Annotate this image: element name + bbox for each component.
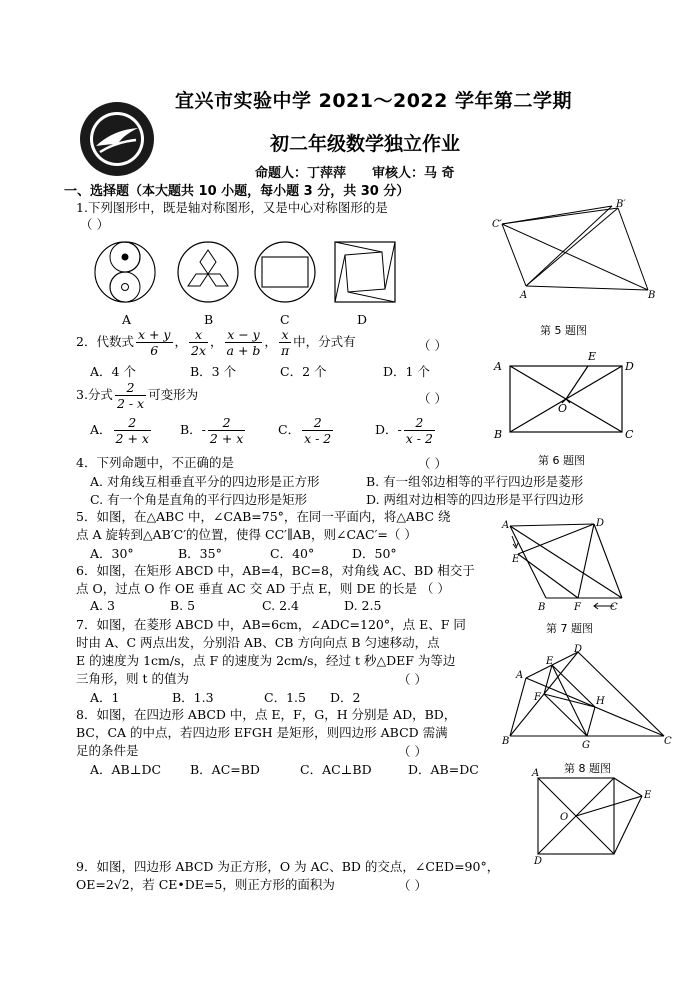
fig5-caption: 第 5 题图: [540, 324, 587, 337]
q7-line3: E 的速度为 1cm/s，点 F 的速度为 2cm/s，经过 t 秒△DEF 为等边: [76, 653, 456, 668]
fig5-label-a: A: [520, 290, 528, 301]
fig6-label-a: A: [494, 360, 502, 373]
q7-option-c: C．1.5: [264, 690, 306, 705]
q1-text: 1.下列图形中，既是轴对称图形，又是中心对称图形的是: [76, 200, 388, 215]
q8-option-a: A．AB⊥DC: [90, 762, 162, 777]
q2-option-d: D．1 个: [383, 364, 430, 379]
q2-frac-4: $\frac{x}{\pi}$: [280, 327, 290, 358]
q7-option-d: D．2: [330, 690, 361, 705]
q1-figure-d: [335, 242, 395, 302]
q1-figures: [90, 240, 420, 310]
q1-label-b: B: [204, 312, 214, 327]
fig8-label-b: B: [502, 736, 510, 747]
fig5-label-b: B: [648, 290, 656, 301]
fig9-label-d: D: [534, 856, 543, 864]
page-subtitle: 初二年级数学独立作业: [270, 133, 461, 155]
q5-option-a: A．30°: [90, 546, 134, 561]
q8-option-b: B．AC=BD: [190, 762, 260, 777]
q3-option-a: A． $\frac{2}{2 + x}$: [90, 415, 149, 446]
q4-text: 4．下列命题中，不正确的是: [76, 455, 234, 470]
fig6-caption: 第 6 题图: [538, 454, 585, 467]
authors-line: [255, 162, 455, 181]
q6-option-d: D. 2.5: [344, 598, 382, 613]
q2-line: 2．代数式 $\frac{x + y}{6}$ ， $\frac{x}{2x}$ ， $\frac{x - y}{a + b}$ ， $\frac{x}{\pi}$ 中，分式有: [76, 327, 356, 358]
fig5-label-c1: C′: [492, 219, 502, 230]
q3-option-b: B．- $\frac{2}{2 + x}$: [180, 415, 244, 446]
fig8-label-e: E: [546, 656, 554, 667]
q1-label-c: C: [280, 312, 290, 327]
q3-line: 3.分式 $\frac{2}{2 - x}$ 可变形为: [76, 380, 199, 411]
q8-line2: BC，CA 的中点，若四边形 EFGH 是矩形，则四边形 ABCD 需满: [76, 725, 448, 740]
q6-option-c: C. 2.4: [262, 598, 299, 613]
q7-line4: 三角形，则 t 的值为: [76, 671, 189, 686]
q4-option-a: A. 对角线互相垂直平分的四边形是正方形: [90, 474, 320, 489]
q8-line3: 足的条件是: [76, 743, 139, 758]
fig7-label-d: D: [596, 518, 605, 529]
q5-option-d: D．50°: [352, 546, 397, 561]
fig6-label-d: D: [625, 360, 634, 373]
q2-paren: （ ）: [418, 338, 447, 353]
q7-line2: 时由 A、C 两点出发，分别沿 AB、CB 方向向点 B 匀速移动，点: [76, 635, 440, 650]
fig8-label-f: F: [534, 692, 541, 703]
school-logo: [78, 100, 156, 178]
q9-paren: （ ）: [398, 878, 427, 893]
q3-option-d: D．- $\frac{2}{x - 2}$: [375, 415, 433, 446]
figure-6: [490, 346, 640, 446]
q6-line2: 点 O，过点 O 作 OE 垂直 AC 交 AD 于点 E，则 DE 的长是 （ ）: [76, 581, 450, 596]
q1-figure-b: [178, 242, 238, 302]
q3-frac: $\frac{2}{2 - x}$: [116, 380, 145, 411]
q2-option-a: A．4 个: [90, 364, 136, 379]
fig6-label-o: O: [558, 402, 568, 415]
q4-option-b: B. 有一组邻边相等的平行四边形是菱形: [366, 474, 584, 489]
reviewer-label: 审核人：马 奇: [372, 166, 455, 181]
school-title: 宜兴市实验中学 2021～2022 学年第二学期: [175, 90, 572, 112]
fig9-label-e: E: [644, 790, 652, 801]
fig8-label-g: G: [582, 740, 590, 751]
q4-option-c: C. 有一个角是直角的平行四边形是矩形: [90, 492, 308, 507]
q5-line2: 点 A 旋转到△AB′C′的位置，使得 CC′∥AB，则∠CAC′=（ ）: [76, 527, 417, 542]
fig8-label-d: D: [574, 644, 583, 655]
q1-figure-a: [95, 242, 155, 302]
q2-prefix: 2．代数式: [76, 334, 134, 349]
q4-paren: （ ）: [418, 456, 447, 471]
q2-frac-3: $\frac{x - y}{a + b}$: [226, 327, 261, 358]
q7-option-b: B．1.3: [172, 690, 214, 705]
q5-line1: 5．如图，在△ABC 中，∠CAB=75°，在同一平面内，将△ABC 绕: [76, 509, 451, 524]
q2-frac-1: $\frac{x + y}{6}$: [137, 327, 171, 358]
fig7-label-a: A: [502, 520, 510, 531]
q2-frac-2: $\frac{x}{2x}$: [191, 327, 207, 358]
figure-5: [490, 198, 660, 303]
fig7-label-e: E: [512, 554, 520, 565]
q1-figure-c: [255, 242, 315, 302]
fig6-label-e: E: [588, 350, 597, 363]
q7-line1: 7．如图，在菱形 ABCD 中，AB=6cm，∠ADC=120°，点 E、F 同: [76, 617, 466, 632]
section-heading: 一、选择题（本大题共 10 小题，每小题 3 分，共 30 分）: [64, 184, 410, 199]
q8-option-d: D．AB=DC: [408, 762, 479, 777]
q5-option-c: C．40°: [270, 546, 315, 561]
fig8-label-h: H: [596, 696, 605, 707]
q5-option-b: B．35°: [178, 546, 222, 561]
q7-option-a: A．1: [90, 690, 120, 705]
q7-paren: （ ）: [398, 672, 427, 687]
setter-label: 命题人：丁萍萍: [255, 166, 347, 181]
fig7-label-f: F: [574, 602, 581, 613]
fig7-label-c: C: [610, 602, 618, 613]
q6-option-b: B. 5: [170, 598, 196, 613]
fig9-label-a: A: [532, 768, 540, 779]
fig7-caption: 第 7 题图: [546, 622, 593, 635]
q1-label-a: A: [122, 312, 132, 327]
q2-option-c: C．2 个: [280, 364, 327, 379]
fig7-label-b: B: [538, 602, 546, 613]
q2-option-b: B．3 个: [190, 364, 237, 379]
q8-paren: （ ）: [398, 744, 427, 759]
fig8-label-a: A: [516, 670, 524, 681]
fig8-caption: 第 8 题图: [564, 762, 611, 775]
q1-paren: （ ）: [80, 217, 109, 232]
fig5-label-b1: B′: [616, 199, 626, 210]
q9-line2: OE=2√2，若 CE•DE=5，则正方形的面积为: [76, 877, 335, 892]
figure-8: [498, 644, 678, 752]
q4-option-d: D. 两组对边相等的四边形是平行四边形: [366, 492, 584, 507]
fig9-label-o: O: [560, 812, 569, 823]
q8-option-c: C．AC⊥BD: [300, 762, 372, 777]
q2-suffix: 中，分式有: [293, 334, 356, 349]
q3-option-c: C． $\frac{2}{x - 2}$: [278, 415, 332, 446]
fig8-label-c: C: [664, 736, 672, 747]
q3-paren: （ ）: [418, 391, 447, 406]
q8-line1: 8．如图，在四边形 ABCD 中，点 E，F，G，H 分别是 AD，BD，: [76, 707, 457, 722]
fig6-label-b: B: [494, 428, 503, 441]
q9-line1: 9．如图，四边形 ABCD 为正方形，O 为 AC、BD 的交点，∠CED=90°，: [76, 859, 500, 874]
fig6-label-c: C: [625, 428, 634, 441]
q1-label-d: D: [357, 312, 368, 327]
q6-line1: 6．如图，在矩形 ABCD 中，AB=4，BC=8，对角线 AC、BD 相交于: [76, 563, 475, 578]
q6-option-a: A. 3: [90, 598, 115, 613]
figure-7: [498, 514, 628, 614]
figure-9: [524, 768, 664, 864]
